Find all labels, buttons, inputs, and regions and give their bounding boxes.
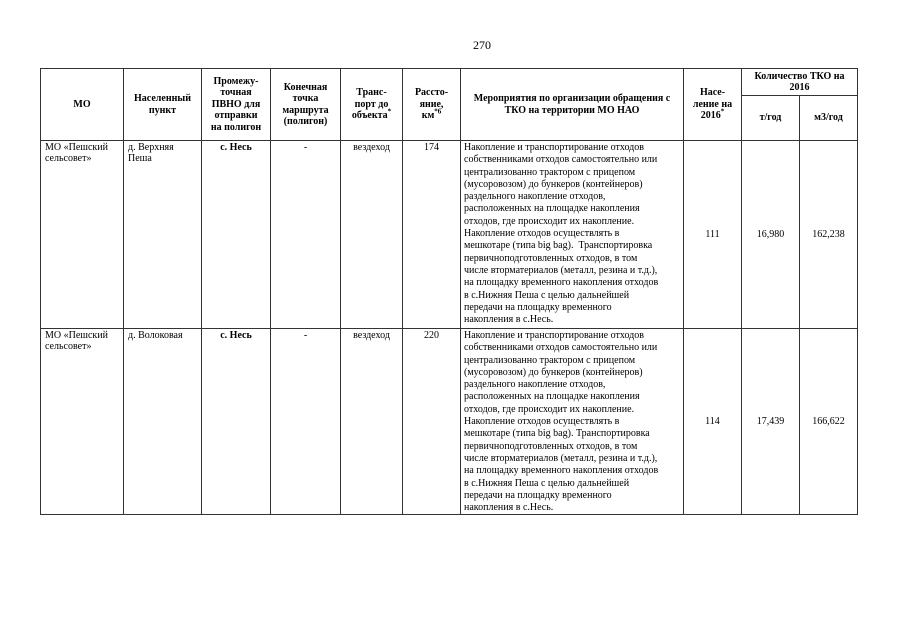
header-m3-per-year-label: м3/год [814,112,843,124]
header-activities [461,69,684,141]
cell-end-point [271,329,341,515]
cell-mo-text: МО «Пешский сельсовет» [45,142,108,165]
header-transport-footnote: * [387,107,392,116]
cell-tons-per-year-text: 17,439 [756,416,785,428]
header-distance [403,69,461,141]
header-tons-per-year [742,96,800,141]
cell-activities [461,329,684,515]
header-settlement [124,69,202,141]
header-mo [41,69,124,141]
header-waste-amount [742,69,858,96]
cell-end-point-text: - [303,330,308,341]
table-row [41,329,858,515]
cell-end-point-text: - [303,142,308,153]
header-row-top [41,69,858,96]
page-number: 270 [473,38,491,52]
cell-m3-per-year [800,141,858,329]
cell-settlement-text: д. Волоковая [128,330,183,341]
header-settlement-label: Населенный пункт [134,93,191,116]
cell-mo [41,329,124,515]
cell-tons-per-year-text: 16,980 [756,228,785,240]
cell-intermediate-point-text: с. Несь [220,330,252,341]
header-population-label: Насе- ление на 2016 [692,87,733,122]
cell-distance [403,329,461,515]
cell-mo-text: МО «Пешский сельсовет» [45,330,108,353]
cell-activities-text: Накопление и транспортирование отходов собственниками отходов самостоятельно или централизованно трактором с прицепом (мусоровозом) до бункеров (контейнеров) раздельного накопление отходов, расположенных на площадке накопления отходов, где происходит их накопление. Накопление отходов осуществлять в мешкотаре (типа big bag). Транспортировка первичноподготовленных отходов, в том числе вторматериалов (металл, резина и т.д.), на площадку временного накопления отходов в с.Нижняя Пеша с целью дальнейшей передачи на площадку временного накопления в с.Несь. [464,330,659,514]
header-transport [341,69,403,141]
cell-intermediate-point [202,141,271,329]
cell-tons-per-year [742,141,800,329]
cell-intermediate-point [202,329,271,515]
cell-settlement-text: д. Верхняя Пеша [128,142,174,165]
cell-m3-per-year-text: 166,622 [812,416,845,428]
cell-transport [341,141,403,329]
table-header [41,69,858,141]
cell-transport-text: вездеход [353,142,390,153]
header-population [684,69,742,141]
cell-transport [341,329,403,515]
cell-tons-per-year [742,329,800,515]
cell-activities-text: Накопление и транспортирование отходов собственниками отходов самостоятельно или централизованно трактором с прицепом (мусоровозом) до бункеров (контейнеров) раздельного накопление отходов, расположенных на площадке накопления отходов, где происходит их накопление. Накопление отходов осуществлять в мешкотаре (типа big bag). Транспортировка первичноподготовленных отходов, в том числе вторматериалов (металл, резина и т.д.), на площадку временного накопления отходов в с.Нижняя Пеша с целью дальнейшей передачи на площадку временного накопления в с.Несь. [464,142,659,326]
cell-settlement [124,329,202,515]
cell-population-text: 114 [705,416,720,428]
header-m3-per-year [800,96,858,141]
header-population-footnote: * [720,107,725,116]
header-tons-per-year-label: т/год [759,112,782,124]
cell-settlement [124,141,202,329]
cell-population [684,329,742,515]
header-activities-label: Мероприятия по организации обращения с ТКО на территории МО НАО [473,93,671,116]
waste-management-table [40,68,858,515]
cell-distance-text: 220 [424,330,439,341]
cell-activities [461,141,684,329]
cell-distance-text: 174 [424,142,439,153]
cell-intermediate-point-text: с. Несь [220,142,252,153]
table-row [41,141,858,329]
header-end-point [271,69,341,141]
cell-population-text: 111 [705,228,720,240]
header-distance-footnote: *6 [434,107,442,116]
cell-m3-per-year-text: 162,238 [812,228,845,240]
header-intermediate-point-label: Промежу- точная ПВНО для отправки на полигон [210,75,262,133]
header-waste-amount-label: Количество ТКО на 2016 [754,70,845,93]
header-transport-label: Транс- порт до объекта [351,87,389,122]
cell-mo [41,141,124,329]
table-body [41,141,858,515]
cell-distance [403,141,461,329]
header-intermediate-point [202,69,271,141]
cell-transport-text: вездеход [353,330,390,341]
cell-m3-per-year [800,329,858,515]
cell-end-point [271,141,341,329]
header-distance-label: Рассто- яние, км [414,87,449,122]
header-end-point-label: Конечная точка маршрута (полигон) [282,81,329,127]
cell-population [684,141,742,329]
header-mo-label: МО [73,98,91,110]
